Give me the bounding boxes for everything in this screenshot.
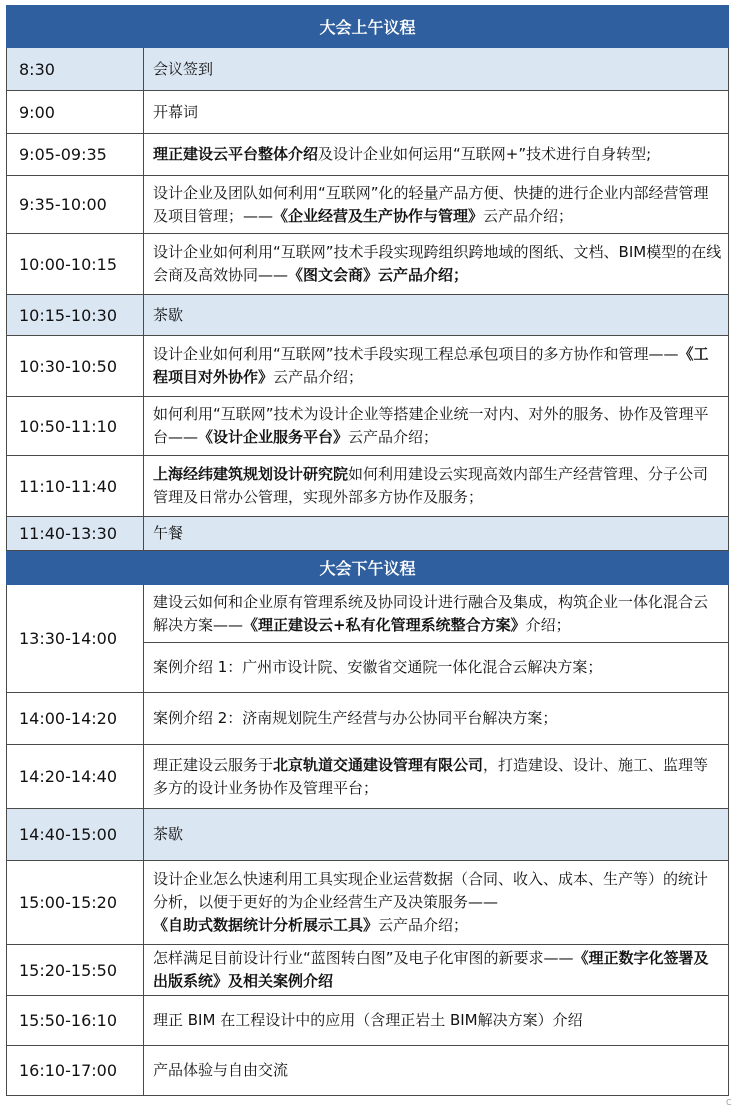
- emphasis-text: 理正建设云平台整体介绍: [153, 145, 319, 163]
- desc-cell: [144, 91, 729, 134]
- desc-cell: [144, 456, 729, 517]
- desc-text: 设计企业如何利用“互联网”技术手段实现工程总承包项目的多方协作和管理——: [153, 345, 679, 363]
- desc-cell: [144, 1046, 729, 1096]
- desc-text: 会议签到: [153, 59, 214, 78]
- agenda-row: [7, 809, 729, 861]
- desc-cell: [144, 517, 729, 551]
- time-cell: 15:50-16:10: [7, 996, 144, 1046]
- desc-cell: [144, 861, 729, 945]
- desc-text: 产品体验与自由交流: [153, 1061, 289, 1079]
- emphasis-text: 《设计企业服务平台》: [198, 428, 349, 446]
- desc-block: [153, 585, 722, 642]
- emphasis-text: 《理正建设云+私有化管理系统整合方案》: [243, 615, 526, 634]
- time-cell: 9:00: [7, 91, 144, 134]
- desc-text: ，打造建设、设计、施工、监理等多方的设计业务协作及管理平台；: [153, 755, 709, 797]
- agenda-row: [7, 693, 729, 745]
- time-cell: 9:05-09:35: [7, 134, 144, 176]
- desc-cell: [144, 693, 729, 745]
- agenda-row: [7, 176, 729, 234]
- agenda-row: [7, 295, 729, 336]
- desc-cell: [144, 585, 729, 693]
- desc-cell: [144, 809, 729, 861]
- emphasis-text: 《理正数字化签署及出版系统》及相关案例介绍: [153, 949, 709, 990]
- agenda-row: [7, 996, 729, 1046]
- time-cell: 13:30-14:00: [7, 585, 144, 693]
- desc-text: 理正 BIM 在工程设计中的应用（含理正岩土 BIM解决方案）介绍: [153, 1011, 583, 1029]
- desc-cell: [144, 996, 729, 1046]
- desc-cell: [144, 295, 729, 336]
- time-cell: 15:20-15:50: [7, 945, 144, 996]
- desc-text: 建设云如何和企业原有管理系统及协同设计进行融合及集成，构筑企业一体化混合云解决方案——: [153, 592, 709, 634]
- agenda-row: [7, 336, 729, 397]
- desc-cell: [144, 397, 729, 456]
- time-cell: 10:30-10:50: [7, 336, 144, 397]
- emphasis-text: 《企业经营及生产协作与管理》: [273, 206, 484, 225]
- desc-text: 茶歇: [153, 825, 184, 843]
- desc-text: 怎样满足目前设计行业“蓝图转白图”及电子化审图的新要求——: [153, 949, 574, 967]
- morning-header-row: [7, 6, 729, 48]
- desc-text: 云产品介绍；: [348, 428, 439, 446]
- desc-text: 设计企业怎么快速利用工具实现企业运营数据（合同、收入、成本、生产等）的统计分析，以便于更好的为企业经营生产及决策服务——: [153, 870, 709, 911]
- time-cell: 15:00-15:20: [7, 861, 144, 945]
- afternoon-header: 大会下午议程: [7, 551, 729, 585]
- desc-text: 云产品介绍；: [273, 368, 364, 386]
- desc-text: 云产品介绍；: [378, 916, 469, 934]
- agenda-row: [7, 234, 729, 295]
- desc-block: [144, 642, 728, 692]
- desc-cell: [144, 48, 729, 91]
- desc-cell: [144, 945, 729, 996]
- time-cell: 11:10-11:40: [7, 456, 144, 517]
- desc-text: 开幕词: [153, 102, 199, 121]
- corner-mark: C: [726, 1098, 732, 1107]
- time-cell: 10:15-10:30: [7, 295, 144, 336]
- desc-text: 设计企业及团队如何利用“互联网”化的轻量产品方便、快捷的进行企业内部经营管理及项目管理；——: [153, 183, 709, 225]
- emphasis-text: 《工程项目对外协作》: [153, 345, 709, 386]
- emphasis-text: 《图文会商》: [288, 266, 379, 284]
- time-cell: 16:10-17:00: [7, 1046, 144, 1096]
- desc-text: 介绍；: [525, 615, 571, 634]
- desc-cell: [144, 176, 729, 234]
- desc-text: 午餐: [153, 524, 184, 542]
- desc-text: 茶歇: [153, 305, 184, 324]
- desc-text: 及设计企业如何运用“互联网+”技术进行自身转型;: [318, 145, 652, 163]
- agenda-row: [7, 945, 729, 996]
- agenda-row: [7, 1046, 729, 1096]
- emphasis-text: 云产品介绍；: [378, 266, 469, 284]
- agenda-row: [7, 517, 729, 551]
- emphasis-text: 《自助式数据统计分析展示工具》: [153, 916, 379, 934]
- agenda-row: [7, 585, 729, 693]
- time-cell: 8:30: [7, 48, 144, 91]
- agenda-row: [7, 745, 729, 809]
- time-cell: 9:35-10:00: [7, 176, 144, 234]
- desc-cell: [144, 134, 729, 176]
- emphasis-text: 上海经纬建筑规划设计研究院: [153, 465, 349, 483]
- agenda-row: [7, 48, 729, 91]
- time-cell: 14:20-14:40: [7, 745, 144, 809]
- agenda-row: [7, 397, 729, 456]
- desc-text: 云产品介绍；: [483, 206, 574, 225]
- time-cell: 11:40-13:30: [7, 517, 144, 551]
- desc-text: 如何利用“互联网”技术为设计企业等搭建企业统一对内、对外的服务、协作及管理平台——: [153, 405, 709, 446]
- agenda-row: [7, 134, 729, 176]
- desc-text: 理正建设云服务于: [153, 755, 274, 774]
- desc-text: 如何利用建设云实现高效内部生产经营管理、分子公司管理及日常办公管理，实现外部多方协作及服务；: [153, 465, 709, 506]
- time-cell: 10:50-11:10: [7, 397, 144, 456]
- morning-header: 大会上午议程: [7, 6, 729, 48]
- desc-cell: [144, 234, 729, 295]
- time-cell: 14:40-15:00: [7, 809, 144, 861]
- afternoon-header-row: [7, 551, 729, 585]
- desc-cell: [144, 745, 729, 809]
- desc-text: 案例介绍 1：广州市设计院、安徽省交通院一体化混合云解决方案；: [153, 658, 603, 676]
- agenda-row: [7, 861, 729, 945]
- agenda-table: [6, 5, 729, 1096]
- emphasis-text: 北京轨道交通建设管理有限公司: [273, 755, 484, 774]
- time-cell: 10:00-10:15: [7, 234, 144, 295]
- agenda-row: [7, 91, 729, 134]
- desc-cell: [144, 336, 729, 397]
- desc-text: 案例介绍 2：济南规划院生产经营与办公协同平台解决方案；: [153, 709, 558, 727]
- desc-text: 设计企业如何利用“互联网”技术手段实现跨组织跨地域的图纸、文档、BIM模型的在线会商及高效协同——: [153, 243, 722, 284]
- time-cell: 14:00-14:20: [7, 693, 144, 745]
- agenda-row: [7, 456, 729, 517]
